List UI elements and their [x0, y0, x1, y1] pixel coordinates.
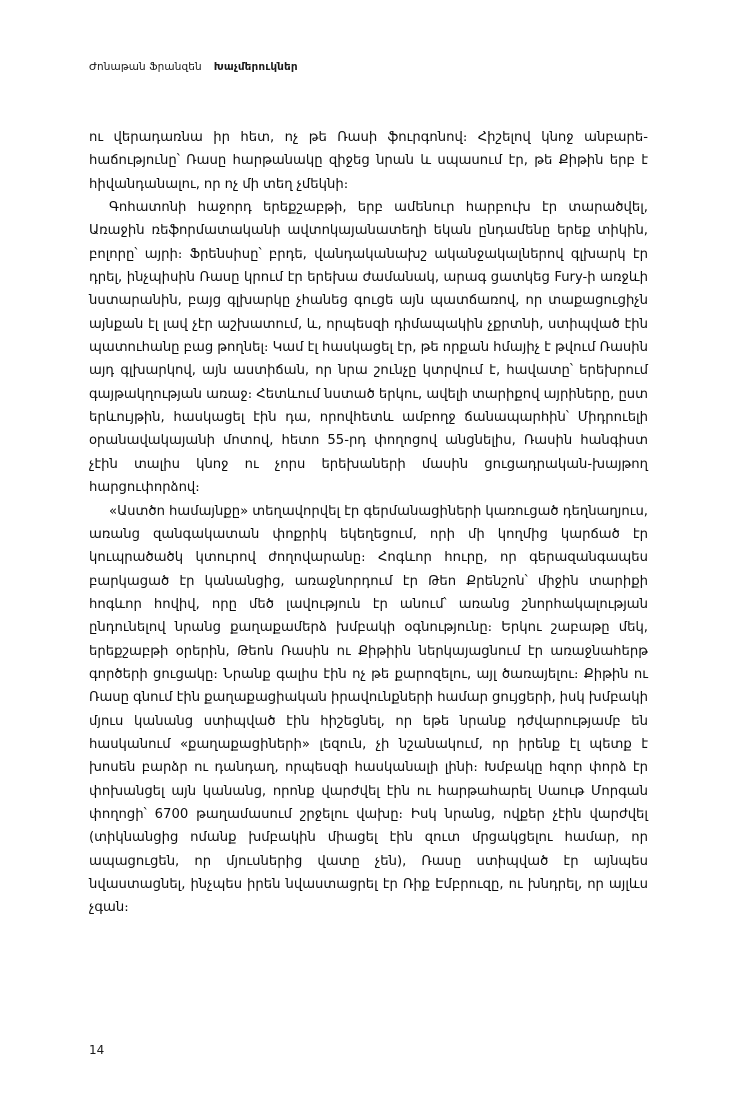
body-text-block	[89, 126, 648, 920]
running-head-author: Ժոնաթան Ֆրանզեն	[89, 61, 202, 73]
running-head-book-title: Խաչմերուկներ	[213, 61, 298, 73]
paragraph-3: «Աստծո համայնքը» տեղավորվել էր գերմանացիների կառուցած դեղնաղյուս, առանց զանգակատան փոքրիկ եկեղեցում, որի մի կողմից կարճած էր կուպրածածկ կտուրով ժողովարանը։ Հոգևոր հուրը, որ գերազանգապես բարկացած էր կանանցից, առաջնորդում էր Թեո Քրենշոն՝ միջին տարիքի հոգևոր հովիվ, որը մեծ լավություն էր անում՝ առանց շնորհակալության ընդունելով նրանց քաղաքամերձ խմբակի օգնությունը։ Երկու շաբաթը մեկ, երեքշաբթի օրերին, Թեոն Ռասին ու Քիթիին ներկայացնում էր առաջնահերթ գործերի ցուցակը։ Նրանք գալիս էին ոչ թե քարոզելու, այլ ծառայելու։ Քիթին ու Ռասը գնում էին քաղաքացիական իրավունքների համար ցույցերի, իսկ խմբակի մյուս կանանց ստիպված էին հիշեցնել, որ եթե նրանք դժվարությամբ են հասկանում «քաղաքացիների» լեզուն, չի նշանակում, որ իրենք էլ պետք է խոսեն բարձր ու դանդաղ, որպեսզի հասկանալի լինի։ Խմբակը հզոր փորձ էր փոխանցել այն կանանց, որոնք վարժվել էին ու հարթահարել Սաութ Մորգան փողոցի՝ 6700 թաղամասում շրջելու վախը։ Իսկ նրանց, ովքեր չէին վարժվել (տիկնանցից ոմանք խմբակին միացել էին զուտ մրցակցելու համար, որ ապացուցեն, որ մյուսներից վատը չեն), Ռասը ստիպված էր այնպես նվաստացնել, ինչպես իրեն նվաստացրել էր Ռիք Էմբրուզը, ու խնդրել, որ այլևս չգան։	[89, 503, 648, 916]
paragraph-1: ու վերադառնա իր հետ, ոչ թե Ռասի ֆուրգոնով։ Հիշելով կնոջ անբարեհաճությունը՝ Ռասը հարթանակը զիջեց նրան և սպասում էր, թե Քիթին երբ է հիվանդանալու, որ ոչ մի տեղ չմեկնի։	[89, 130, 648, 192]
running-head	[89, 60, 649, 74]
paragraph-2: Գոհատոնի հաջորդ երեքշաբթի, երբ ամենուր հարբուխ էր տարածվել, Առաջին ռեֆորմատականի ավտոկայանատեղի եկան ընդամենը երեք տիկին, բոլորը՝ այրի։ Ֆրենսիսը՝ բրդե, վանդականախշ ականջակալներով գլխարկ էր դրել, ինչպիսին Ռասը կրում էր երեխա ժամանակ, արագ ցատկեց Fury-ի առջևի նստարանին, բայց գլխարկը չհանեց գուցե այն պատճառով, որ տաքացուցիչն այնքան էլ լավ չէր աշխատում, և, որպեսզի դիմապակին չքրտնի, ստիպված էին պատուհանը բաց թողնել։ Կամ էլ հասկացել էր, թե որքան հմայիչ է թվում Ռասին այդ գլխարկով, այն աստիճան, որ նրա շունչը կտրվում է, հավատը՝ երեխրում գայթակղության առաջ։ Հետևում նստած երկու, ավելի տարիքով այրիները, ըստ երևույթին, հասկացել էին դա, որովհետև ամբողջ ճանապարհին՝ Միդրուելի օրանավակայանի մոտով, հետո 55-րդ փողոցով անցնելիս, Ռասին հանգիստ չէին տալիս կնոջ ու չորս երեխաների մասին ցուցադրական-խայթող հարցուփորձով։	[89, 200, 648, 496]
page-number: 14	[89, 1043, 105, 1057]
